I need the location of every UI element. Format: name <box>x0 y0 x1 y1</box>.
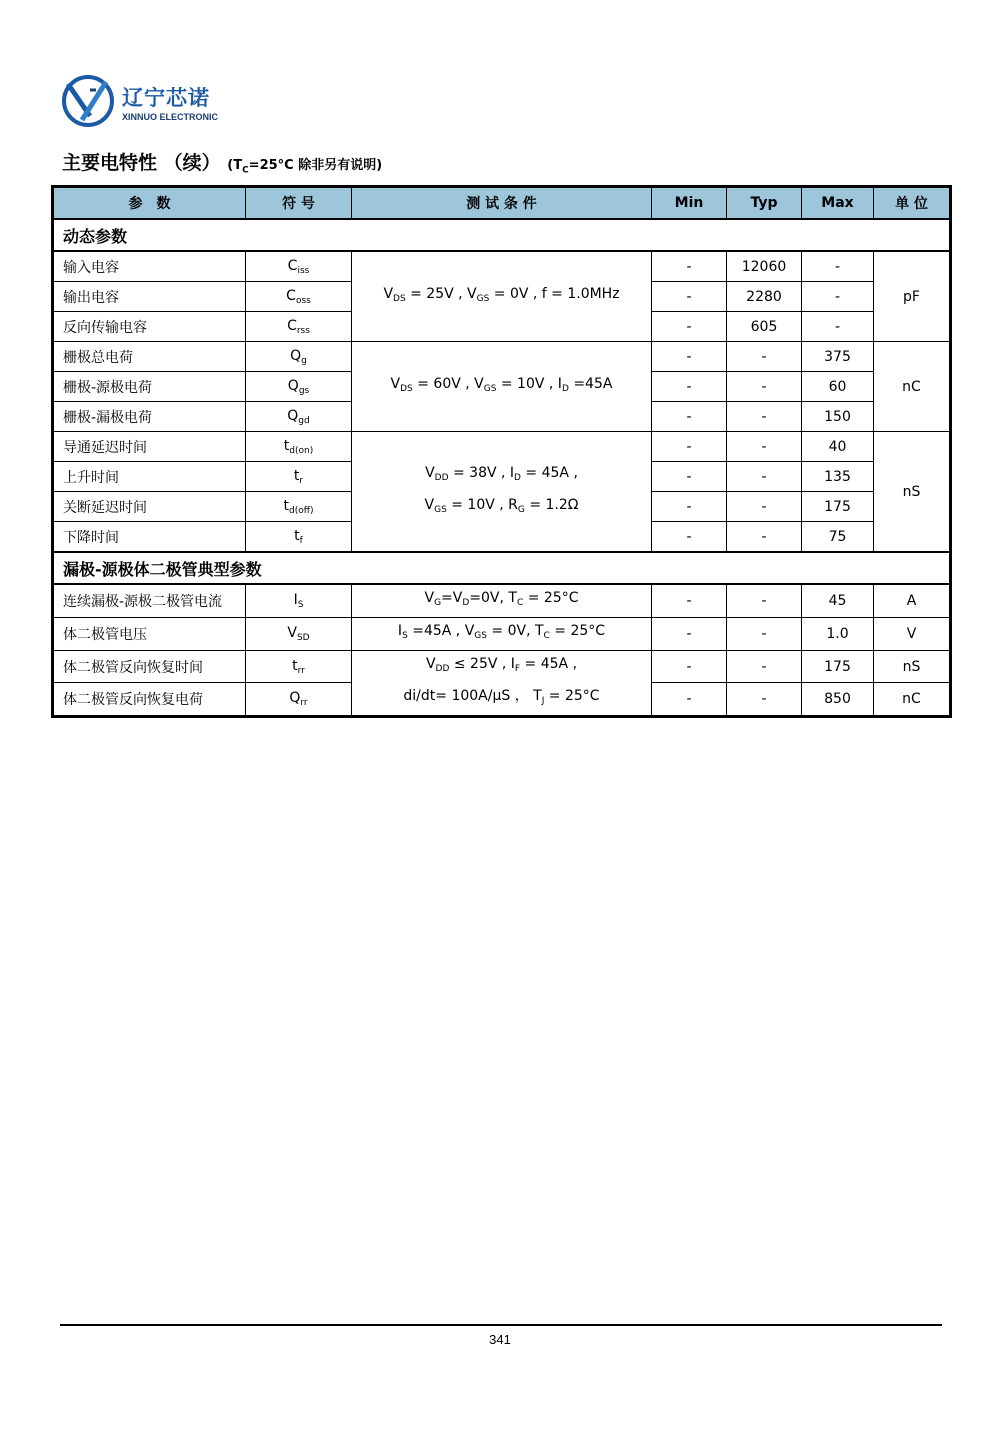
param-name: 输出电容 <box>53 282 246 312</box>
value-min: - <box>652 651 727 683</box>
value-min: - <box>652 492 727 522</box>
condition-line-1: $V_{DD} = 38V$ , $I_D = 45A$ , <box>425 464 578 483</box>
param-symbol: $I_S$ <box>246 584 352 618</box>
param-name: 上升时间 <box>53 462 246 492</box>
value-max: - <box>802 282 874 312</box>
test-condition-is: $V_G=V_D=0V$, $T_C = 25^\circ C$ <box>352 584 652 618</box>
table-header-row <box>53 187 951 220</box>
param-symbol: $V_{SD}$ <box>246 618 352 651</box>
header-unit: 单 位 <box>874 187 951 220</box>
test-condition-capacitance: $V_{DS} = 25V$ , $V_{GS} = 0V$ , f = 1.0MHz <box>352 251 652 342</box>
param-symbol: $t_{d(off)}$ <box>246 492 352 522</box>
electrical-characteristics-table <box>51 185 952 718</box>
param-name: 下降时间 <box>53 522 246 553</box>
value-min: - <box>652 683 727 717</box>
value-min: - <box>652 312 727 342</box>
param-name: 栅极总电荷 <box>53 342 246 372</box>
table-row <box>53 651 951 683</box>
param-symbol: $t_f$ <box>246 522 352 553</box>
value-max: 850 <box>802 683 874 717</box>
value-min: - <box>652 372 727 402</box>
unit-capacitance: pF <box>874 251 951 342</box>
param-name: 栅极-源极电荷 <box>53 372 246 402</box>
value-min: - <box>652 618 727 651</box>
param-symbol: $t_{rr}$ <box>246 651 352 683</box>
param-name: 关断延迟时间 <box>53 492 246 522</box>
value-min: - <box>652 432 727 462</box>
unit-time: nS <box>874 432 951 553</box>
param-symbol: $Q_{rr}$ <box>246 683 352 717</box>
param-name: 输入电容 <box>53 251 246 282</box>
header-typ: Typ <box>727 187 802 220</box>
value-min: - <box>652 342 727 372</box>
param-name: 反向传输电容 <box>53 312 246 342</box>
value-max: 150 <box>802 402 874 432</box>
value-typ: 2280 <box>727 282 802 312</box>
param-symbol: $Q_{gd}$ <box>246 402 352 432</box>
value-min: - <box>652 584 727 618</box>
value-min: - <box>652 402 727 432</box>
table-row <box>53 342 951 372</box>
value-typ: - <box>727 683 802 717</box>
param-name: 导通延迟时间 <box>53 432 246 462</box>
param-name: 体二极管反向恢复电荷 <box>53 683 246 717</box>
value-max: 75 <box>802 522 874 553</box>
test-condition-switching <box>352 432 652 553</box>
section-title <box>62 148 382 176</box>
logo-english-name: XINNUO ELECTRONIC <box>122 112 219 122</box>
param-name: 连续漏极-源极二极管电流 <box>53 584 246 618</box>
header-test-condition: 测 试 条 件 <box>352 187 652 220</box>
page-number: 341 <box>489 1332 511 1347</box>
header-parameter: 参 数 <box>53 187 246 220</box>
value-max: 1.0 <box>802 618 874 651</box>
value-typ: 12060 <box>727 251 802 282</box>
value-typ: 605 <box>727 312 802 342</box>
value-max: - <box>802 312 874 342</box>
test-condition-charge: $V_{DS} = 60V$ , $V_{GS} = 10V$ , $I_D =45A$ <box>352 342 652 432</box>
section-row-dynamic <box>53 219 951 251</box>
value-max: 60 <box>802 372 874 402</box>
section-row-diode <box>53 552 951 584</box>
value-max: 175 <box>802 492 874 522</box>
logo-icon <box>60 70 116 130</box>
condition-line-2: di/dt= 100A/μS ， $T_J = 25^\circ C$ <box>403 688 600 706</box>
value-typ: - <box>727 492 802 522</box>
value-typ: - <box>727 522 802 553</box>
unit: A <box>874 584 951 618</box>
param-symbol: $t_r$ <box>246 462 352 492</box>
condition-line-2: $V_{GS} = 10V$ , $R_G = 1.2\Omega$ <box>424 496 579 515</box>
value-min: - <box>652 462 727 492</box>
param-name: 体二极管反向恢复时间 <box>53 651 246 683</box>
param-symbol: $Q_{gs}$ <box>246 372 352 402</box>
param-symbol: $Q_g$ <box>246 342 352 372</box>
value-min: - <box>652 251 727 282</box>
unit-charge: nC <box>874 342 951 432</box>
header-symbol: 符 号 <box>246 187 352 220</box>
unit: nC <box>874 683 951 717</box>
value-typ: - <box>727 618 802 651</box>
table-row <box>53 432 951 462</box>
test-condition-vsd: $I_S =45A$ , $V_{GS} = 0V$, $T_C = 25^\circ C$ <box>352 618 652 651</box>
value-max: 175 <box>802 651 874 683</box>
test-condition-recovery <box>352 651 652 717</box>
param-name: 体二极管电压 <box>53 618 246 651</box>
value-max: 135 <box>802 462 874 492</box>
section-label-dynamic: 动态参数 <box>53 219 951 251</box>
value-typ: - <box>727 584 802 618</box>
param-symbol: $C_{oss}$ <box>246 282 352 312</box>
unit: V <box>874 618 951 651</box>
param-name: 栅极-漏极电荷 <box>53 402 246 432</box>
value-typ: - <box>727 462 802 492</box>
value-typ: - <box>727 651 802 683</box>
value-typ: - <box>727 432 802 462</box>
footer-divider <box>60 1324 942 1326</box>
title-main: 主要电特性 （续） <box>62 152 221 174</box>
header-min: Min <box>652 187 727 220</box>
param-symbol: $C_{rss}$ <box>246 312 352 342</box>
value-min: - <box>652 282 727 312</box>
param-symbol: $C_{iss}$ <box>246 251 352 282</box>
value-max: - <box>802 251 874 282</box>
title-condition: ($T_C=25^\circ C$ 除非另有说明) <box>227 158 383 176</box>
value-typ: - <box>727 342 802 372</box>
condition-line-1: $V_{DD} \le 25V$ , $I_F = 45A$ , <box>425 656 578 674</box>
table-row <box>53 251 951 282</box>
value-max: 45 <box>802 584 874 618</box>
value-typ: - <box>727 402 802 432</box>
logo-chinese-name: 辽宁芯诺 <box>122 86 210 110</box>
value-max: 40 <box>802 432 874 462</box>
company-logo <box>60 70 300 132</box>
value-typ: - <box>727 372 802 402</box>
section-label-diode: 漏极-源极体二极管典型参数 <box>53 552 951 584</box>
table-row <box>53 584 951 618</box>
header-max: Max <box>802 187 874 220</box>
value-min: - <box>652 522 727 553</box>
unit: nS <box>874 651 951 683</box>
param-symbol: $t_{d(on)}$ <box>246 432 352 462</box>
value-max: 375 <box>802 342 874 372</box>
table-row <box>53 618 951 651</box>
